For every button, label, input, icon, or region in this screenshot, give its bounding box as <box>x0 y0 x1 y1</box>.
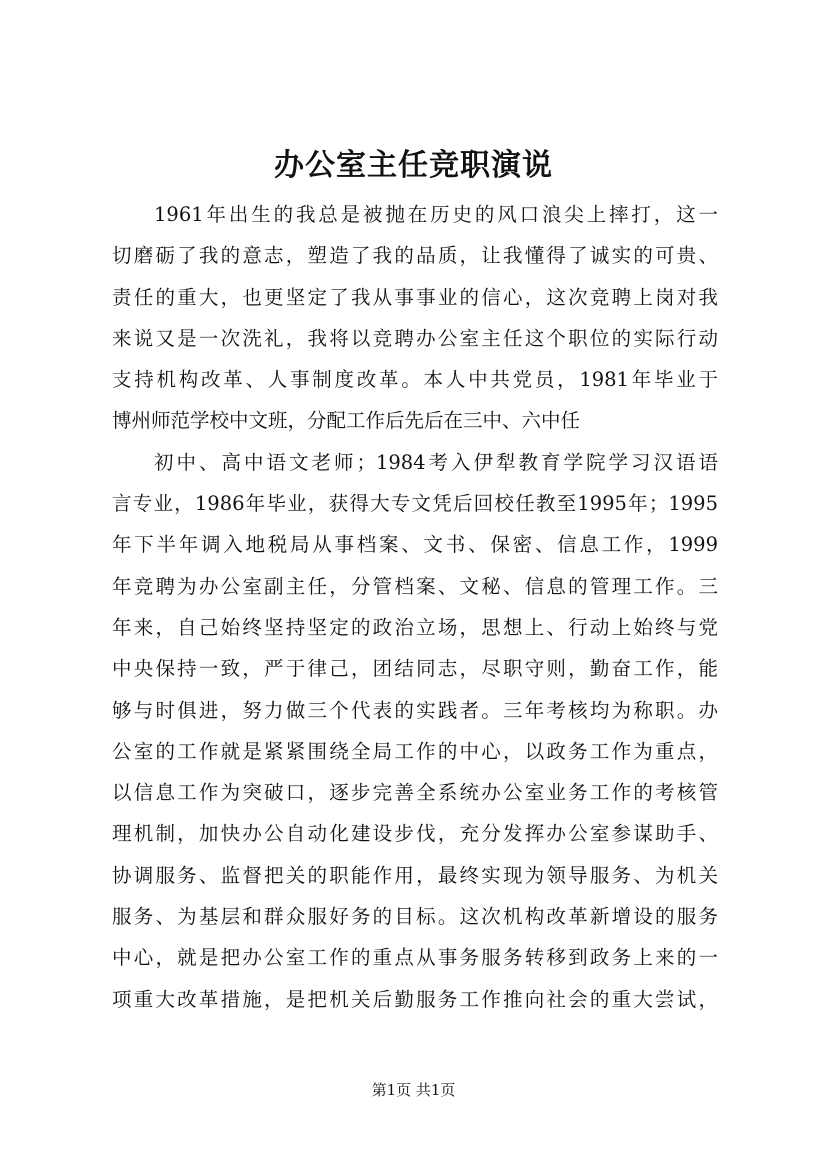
text-line: 支持机构改革、人事制度改革。本人中共党员，1981年毕业于 <box>112 368 718 392</box>
text-line: 公室的工作就是紧紧围绕全局工作的中心，以政务工作为重点， <box>112 739 718 763</box>
text-line: 够与时俱进，努力做三个代表的实践者。三年考核均为称职。办 <box>112 698 718 722</box>
text-line: 中央保持一致，严于律己，团结同志，尽职守则，勤奋工作，能 <box>112 657 718 681</box>
text-line: 责任的重大，也更坚定了我从事事业的信心，这次竞聘上岗对我 <box>112 285 718 309</box>
text-line: 来说又是一次洗礼，我将以竞聘办公室主任这个职位的实际行动 <box>112 326 718 350</box>
text-line: 中心，就是把办公室工作的重点从事务服务转移到政务上来的一 <box>112 946 718 970</box>
text-line: 项重大改革措施，是把机关后勤服务工作推向社会的重大尝试， <box>112 987 718 1011</box>
text-line: 1961年出生的我总是被抛在历史的风口浪尖上摔打，这一 <box>154 203 718 226</box>
text-line: 年竞聘为办公室副主任，分管档案、文秘、信息的管理工作。三 <box>112 574 718 598</box>
text-line: 年下半年调入地税局从事档案、文书、保密、信息工作，1999 <box>112 533 718 557</box>
text-line: 协调服务、监督把关的职能作用，最终实现为领导服务、为机关 <box>112 863 718 887</box>
text-line: 理机制，加快办公自动化建设步伐，充分发挥办公室参谋助手、 <box>112 822 718 846</box>
text-line: 言专业，1986年毕业，获得大专文凭后回校任教至1995年；1995 <box>112 492 718 516</box>
text-line: 以信息工作为突破口，逐步完善全系统办公室业务工作的考核管 <box>112 781 718 805</box>
text-line: 博州师范学校中文班，分配工作后先后在三中、六中任 <box>112 409 581 433</box>
text-line: 初中、高中语文老师；1984考入伊犁教育学院学习汉语语 <box>154 450 718 474</box>
document-title: 办公室主任竞职演说 <box>274 148 553 183</box>
text-line: 切磨砺了我的意志，塑造了我的品质，让我懂得了诚实的可贵、 <box>112 244 718 268</box>
text-line: 年来，自己始终坚持坚定的政治立场，思想上、行动上始终与党 <box>112 615 718 639</box>
document-body <box>112 194 718 1020</box>
page-number: 第1页 共1页 <box>371 1081 456 1099</box>
text-line: 服务、为基层和群众服好务的目标。这次机构改革新增设的服务 <box>112 905 718 929</box>
